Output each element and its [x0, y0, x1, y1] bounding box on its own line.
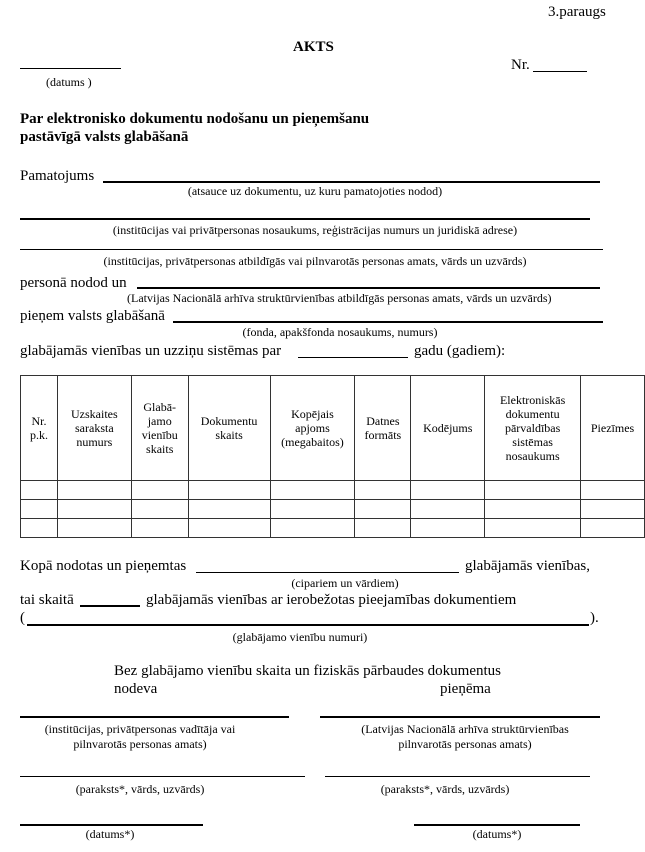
basis-label: Pamatojums [20, 168, 95, 184]
table-header-row [21, 376, 645, 481]
left-role-caption-1: (institūcijas, privātpersonas vadītāja vai [44, 722, 236, 736]
table-cell[interactable] [188, 481, 270, 500]
accepts-line [173, 321, 603, 323]
table-cell[interactable] [581, 500, 645, 519]
heading-line-2: pastāvīgā valsts glabāšanā [20, 129, 189, 145]
column-header-text: p.k. [29, 428, 48, 442]
column-header-text: Dokumentu [200, 414, 258, 428]
table-row [21, 481, 645, 500]
table-cell[interactable] [57, 519, 131, 538]
total-line-before: Kopā nodotas un pieņemtas [20, 558, 187, 574]
table-cell[interactable] [131, 500, 188, 519]
table-cell[interactable] [411, 500, 485, 519]
column-header-text: vienību [141, 428, 178, 442]
date-caption: (datums ) [46, 75, 92, 89]
column-header-text: apjoms [295, 421, 330, 435]
table-cell[interactable] [131, 481, 188, 500]
sample-label: 3.paraugs [548, 4, 606, 20]
left-signature-line [20, 776, 305, 777]
column-header-text: pārvaldības [504, 421, 561, 435]
right-role-caption-2: pilnvarotās personas amats) [398, 737, 532, 751]
table-cell[interactable] [21, 500, 58, 519]
table-cell[interactable] [355, 519, 411, 538]
years-line [298, 357, 408, 358]
left-date-line [20, 824, 203, 826]
right-date-caption: (datums*) [472, 827, 522, 841]
responsible-caption: (institūcijas, privātpersonas atbildīgās vai pilnvarotās personas amats, vārds un uzvārds) [103, 254, 527, 268]
table-cell[interactable] [21, 519, 58, 538]
paren-open: ( [20, 610, 25, 626]
gave-label: nodeva [114, 681, 158, 697]
table-cell[interactable] [57, 481, 131, 500]
basis-line [103, 181, 600, 183]
accepts-label: pieņem valsts glabāšanā [20, 308, 165, 324]
hands-over-label: personā nodod un [20, 275, 127, 291]
column-header-text: numurs [76, 435, 113, 449]
left-role-caption-2: pilnvarotās personas amats) [73, 737, 207, 751]
column-header [581, 376, 645, 481]
table-cell[interactable] [188, 519, 270, 538]
table-cell[interactable] [485, 519, 581, 538]
column-header [57, 376, 131, 481]
restricted-count-line [80, 605, 140, 607]
restricted-line-after: glabājamās vienības ar ierobežotas pieejamības dokumentiem [146, 592, 517, 608]
table-cell[interactable] [21, 481, 58, 500]
column-header-text: jamo [147, 414, 172, 428]
table-cell[interactable] [270, 519, 355, 538]
column-header-text: dokumentu [505, 407, 560, 421]
column-header-text: Elektroniskās [499, 393, 566, 407]
right-date-line [414, 824, 580, 826]
column-header [131, 376, 188, 481]
table-cell[interactable] [131, 519, 188, 538]
column-header-text: Nr. [31, 414, 47, 428]
table-cell[interactable] [581, 481, 645, 500]
column-header-text: (megabaitos) [281, 435, 344, 449]
right-role-line [320, 716, 600, 718]
hands-over-line [137, 287, 600, 289]
column-header-text: saraksta [75, 421, 114, 435]
table-cell[interactable] [270, 500, 355, 519]
column-header [411, 376, 485, 481]
left-date-caption: (datums*) [85, 827, 135, 841]
archive-person-caption: (Latvijas Nacionālā arhīva struktūrvienības atbildīgās personas amats, vārds un uzvārds) [127, 291, 552, 305]
right-signature-caption: (paraksts*, vārds, uzvārds) [380, 782, 510, 796]
table-cell[interactable] [581, 519, 645, 538]
column-header [21, 376, 58, 481]
column-header-text: Kopējais [291, 407, 334, 421]
table-cell[interactable] [270, 481, 355, 500]
column-header-text: skaits [146, 442, 174, 456]
total-line [196, 572, 459, 573]
table-cell[interactable] [355, 481, 411, 500]
left-role-line [20, 716, 289, 718]
left-signature-caption: (paraksts*, vārds, uzvārds) [75, 782, 205, 796]
column-header-text: Glabā- [143, 400, 177, 414]
number-label: Nr. [511, 57, 530, 73]
number-line [533, 71, 587, 72]
right-role-caption-1: (Latvijas Nacionālā arhīva struktūrvienības [361, 722, 569, 736]
column-header-text: sistēmas [512, 435, 553, 449]
column-header [270, 376, 355, 481]
table-cell[interactable] [188, 500, 270, 519]
date-line [20, 68, 121, 69]
right-signature-line [325, 776, 590, 777]
units-line-after: gadu (gadiem): [414, 343, 506, 359]
basis-caption: (atsauce uz dokumentu, uz kuru pamatojoties nodod) [187, 184, 443, 198]
table-row [21, 519, 645, 538]
documents-table [20, 375, 645, 538]
check-text: Bez glabājamo vienību skaita un fiziskās pārbaudes dokumentus [114, 663, 501, 679]
paren-close: ). [590, 610, 599, 626]
table-cell[interactable] [411, 481, 485, 500]
institution-line [20, 218, 590, 220]
table-cell[interactable] [485, 481, 581, 500]
institution-caption: (institūcijas vai privātpersonas nosaukums, reģistrācijas numurs un juridiskā adrese) [112, 223, 518, 237]
restricted-caption: (glabājamo vienību numuri) [232, 630, 368, 644]
column-header [188, 376, 270, 481]
column-header-text: Datnes [366, 414, 400, 428]
table-row [21, 500, 645, 519]
restricted-line-before: tai skaitā [20, 592, 74, 608]
table-cell[interactable] [485, 500, 581, 519]
document-title: AKTS [293, 39, 334, 55]
column-header-text: Piezīmes [590, 421, 635, 435]
fonds-caption: (fonda, apakšfonda nosaukums, numurs) [242, 325, 438, 339]
total-caption: (cipariem un vārdiem) [291, 576, 399, 590]
column-header-text: skaits [215, 428, 243, 442]
table-cell[interactable] [411, 519, 485, 538]
table-cell[interactable] [355, 500, 411, 519]
column-header-text: formāts [364, 428, 402, 442]
heading-line-1: Par elektronisko dokumentu nodošanu un pieņemšanu [20, 111, 370, 127]
column-header-text: nosaukums [505, 449, 560, 463]
received-label: pieņēma [440, 681, 491, 697]
column-header-text: Kodējums [423, 421, 473, 435]
table-cell[interactable] [57, 500, 131, 519]
responsible-line [20, 249, 603, 250]
units-line-before: glabājamās vienības un uzziņu sistēmas par [20, 343, 282, 359]
column-header [355, 376, 411, 481]
column-header [485, 376, 581, 481]
restricted-numbers-line [27, 624, 589, 626]
column-header-text: Uzskaites [71, 407, 118, 421]
total-line-after: glabājamās vienības, [465, 558, 590, 574]
